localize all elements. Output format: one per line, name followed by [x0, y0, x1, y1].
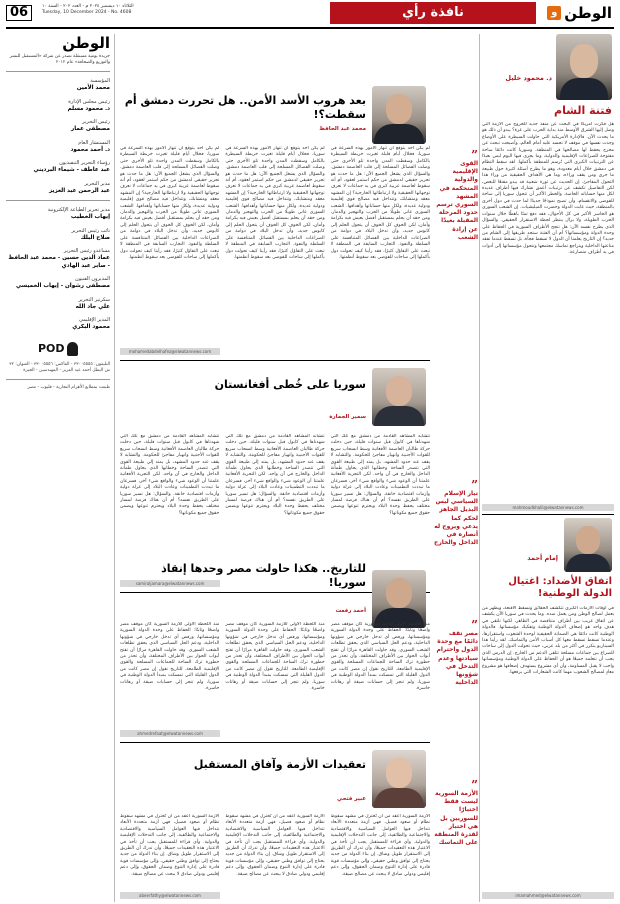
article-title: تعقيدات الأزمة وآفاق المستقبل — [193, 758, 366, 771]
author-email[interactable]: samiraljamara@elwatannews.com — [120, 580, 220, 587]
author-photo — [372, 570, 426, 628]
author-suit — [374, 406, 424, 426]
pull-quote-column — [434, 80, 478, 902]
contact-info: التليفون: ٣٣٠٠٥٥٥٥ - الفاكس: ٣٣٠٠٥٥٥٦ - العنوان: ٣٢ ش البطل أحمد عبد العزيز - المهندسين - الجيزة — [9, 361, 110, 373]
masthead-column — [6, 34, 110, 902]
author-email[interactable]: abeerfathy@elwatannews.com — [120, 892, 220, 899]
masthead-brand: الوطن — [62, 34, 110, 52]
article-body-columns — [120, 146, 430, 344]
column-divider-right — [479, 34, 480, 902]
masthead-role: رئيس مجلس الإدارة — [68, 98, 110, 105]
masthead-role: نائب رئيس التحرير — [71, 227, 110, 234]
logo-mark-icon: و — [547, 6, 561, 20]
masthead-divider — [6, 200, 110, 201]
masthead-person: مصطفى رشوان - إيهاب الخميسي — [15, 283, 110, 289]
pod-logo-text: POD — [38, 342, 65, 355]
author-name: سمير الجمارة — [329, 414, 366, 420]
pull-quote-text: القوى الإقليمية والدولية المتحكمة في المشهد السوري ترسم حدود المرحلة المقبلة بعيدًا عن إرادة الشعب — [436, 160, 478, 241]
article-body: منذ اللحظة الأولى للأزمة السورية كان موقف مصر واضحًا وثابتًا: الحفاظ على وحدة الدولة السورية ومؤسساتها، ورفض أي تدخل خارجي في شؤونها الداخلية، ودعم الحل السياسي الذي يحقق تطلعات الشعب السوري. وقد حاولت القاهرة مرارًا أن تفتح أبواب الحوار بين الأطراف المختلفة، وأن تحذر من خطورة ترك الساحة للجماعات المسلحة والقوى الإقليمية الطامعة. للتاريخ نقول إن مصر كانت من الدول القليلة التي تمسكت بمبدأ الدولة الوطنية في سوريا، ولم تنجر إلى حسابات ضيقة أو رهانات خاسرة. — [120, 622, 220, 692]
article-body: لم يكن أحد يتوقع أن تنهار الأمور بهذه السرعة في سوريا، فخلال أيام قليلة تغيرت خريطة السيطرة بالكامل وسقطت المدن واحدة تلو الأخرى حتى وصلت الفصائل المسلحة إلى قلب العاصمة دمشق. والسؤال الذي يشغل الجميع الآن: هل ما حدث هو تحرير حقيقي لدمشق من حكم استمر لعقود، أم أنه سقوط لعاصمة عربية كبرى في يد جماعات لا نعرف توجهاتها الحقيقية ولا ارتباطاتها الخارجية؟ إن المشهد معقد ومتشابك، وتتداخل فيه مصالح قوى إقليمية ودولية عديدة، ولكل منها حساباتها وأهدافها. الشعب السوري عانى طويلًا من الحرب والتهجير والدمار، ومن حقه أن يحلم بمستقبل أفضل يعيش فيه بكرامة وأمان، لكن الخوف كل الخوف أن يتحول الحلم إلى كابوس جديد، وأن تدخل البلاد في دوامة من الصراعات الداخلية بين الفصائل المتنافسة على السلطة والنفوذ. التجارب السابقة في المنطقة لا تبعث على التفاؤل كثيرًا، فقد رأينا كيف تحولت دول بأكملها إلى ساحات للفوضى بعد سقوط أنظمتها. — [330, 146, 430, 260]
author-suit — [374, 124, 424, 144]
article-body: منذ اللحظة الأولى للأزمة السورية كان موقف مصر واضحًا وثابتًا: الحفاظ على وحدة الدولة السورية ومؤسساتها، ورفض أي تدخل خارجي في شؤونها الداخلية، ودعم الحل السياسي الذي يحقق تطلعات الشعب السوري. وقد حاولت القاهرة مرارًا أن تفتح أبواب الحوار بين الأطراف المختلفة، وأن تحذر من خطورة ترك الساحة للجماعات المسلحة والقوى الإقليمية الطامعة. للتاريخ نقول إن مصر كانت من الدول القليلة التي تمسكت بمبدأ الدولة الوطنية في سوريا، ولم تنجر إلى حسابات ضيقة أو رهانات خاسرة. — [330, 622, 430, 692]
article-body: تتشابه المشاهد القادمة من دمشق مع تلك التي شهدناها في كابول قبل سنوات قليلة، حين دخلت حركة طالبان العاصمة الأفغانية وسط انسحاب سريع للقوات الأجنبية وانهيار مفاجئ للحكومة. والتشابه لا يقف عند حدود المشهد، بل يمتد إلى طبيعة القوى التي تتصدر الساحة وخطابها الذي يحاول طمأنة الداخل والخارج في آن واحد. لكن التجربة الأفغانية علمتنا أن الوعود شيء والواقع شيء آخر، فسرعان ما تبددت التطمينات وعادت البلاد إلى عزلة دولية وأزمات اقتصادية خانقة. والسؤال: هل تسير سوريا على الطريق نفسه؟ أم أن هناك فرصة لمسار مختلف يحفظ وحدة البلاد ويحترم تنوعها ويضمن حقوق جميع مكوناتها؟ — [120, 434, 220, 516]
author-photo — [372, 86, 426, 144]
masthead-role: رئيس التحرير — [82, 119, 110, 125]
article-title: للتاريخ.. هكذا حاولت مصر وحدها إنقاذ سوريا! — [161, 562, 366, 589]
author-photo — [372, 368, 426, 426]
author-suit — [560, 78, 608, 100]
right-column — [482, 34, 614, 902]
masthead-description: جريدة يومية مستقلة تصدر عن شركة «المستقبل للنشر والتوزيع والصحافة» عام ٢٠١٢ — [9, 54, 110, 65]
newspaper-logo — [547, 3, 612, 23]
dateline — [42, 4, 182, 16]
author-name: د. محمود خليل — [505, 74, 552, 82]
masthead-role: رؤساء التحرير التنفيذيون — [59, 160, 110, 166]
pod-logo — [38, 340, 78, 358]
masthead-person: عماد الدين حسين - محمد عبد الحافظ - صابر عبد الهادي — [8, 255, 110, 269]
author-face — [386, 758, 412, 788]
masthead-role: مدير تحرير الطباعة الإلكترونية — [47, 207, 110, 213]
quote-mark-icon: ” — [471, 618, 478, 632]
masthead-person: د. محمود مسلم — [67, 105, 110, 112]
masthead-role: المؤسسة — [90, 78, 110, 84]
masthead-role: سكرتير التحرير — [78, 296, 110, 303]
article-divider — [120, 742, 430, 743]
article-body: الأزمة السورية أعقد من أن تُختزل في مشهد سقوط نظام أو صعود فصيل، فهي أزمة متعددة الأبعاد تتداخل فيها العوامل السياسية والاقتصادية والاجتماعية والطائفية، إلى جانب التدخلات الإقليمية والدولية. وأي قراءة للمستقبل يجب أن تأخذ في الاعتبار هذه التعقيدات جميعًا، وأن تدرك أن الطريق إلى الاستقرار طويل وشاق. إن بناء الدولة من جديد يحتاج إلى توافق وطني حقيقي، وإلى مؤسسات قوية قادرة على إدارة التنوع وضمان الحقوق، وإلى دعم إقليمي ودولي صادق لا يبحث عن مصالح ضيقة. — [225, 814, 325, 877]
article-body: في أوقات الأزمات الكبرى تتكشف الحقائق وتسقط الأقنعة، ويظهر من يعمل لصالح الوطن ومن يعمل ضده. وما يحدث في سوريا الآن يكشف عن اتفاق غريب بين أطراف متناقضة في الظاهر، لكنها تلتقي في هدف واحد هو إضعاف الدولة الوطنية وتفكيك مؤسساتها. فالدولة الوطنية كانت دائمًا هي الضمانة الحقيقية لوحدة الشعوب واستقرارها، وعندما تسقط تسقط معها كل أسباب الأمن والتماسك. لقد رأينا هذا السيناريو يتكرر في أكثر من بلد عربي، حيث تحولت الدول إلى ساحات للصراع بين جماعات مسلحة تتلقى الدعم من الخارج. إن الدرس الذي يجب أن نتعلمه جميعًا هو أن الحفاظ على الدولة الوطنية ومؤسساتها واجب لا يقبل المساومة، وأن أي مشروع يستهدف إضعافها هو مشروع معادٍ لمصالح الشعوب مهما كانت الشعارات التي يرفعها. — [482, 606, 614, 676]
date-arabic: الثلاثاء ١٠ ديسمبر ٢٠٢٤ م - العدد ٢٠٢ - السنة ١٠ — [42, 4, 134, 9]
masthead-role: مساعدو رئيس التحرير — [63, 248, 110, 254]
masthead-person: عبد الرحمن عبد العزيز — [48, 187, 110, 194]
masthead-person: د. أحمد محمود — [70, 146, 110, 153]
pull-quote-text: الأزمة السورية ليست فقط اختبارًا للسوريين بل هي اختبار لقدرة المنطقة على التماسك — [434, 790, 478, 847]
article-divider — [120, 360, 430, 361]
article-divider — [482, 514, 614, 515]
article-body: الأزمة السورية أعقد من أن تُختزل في مشهد سقوط نظام أو صعود فصيل، فهي أزمة متعددة الأبعاد تتداخل فيها العوامل السياسية والاقتصادية والاجتماعية والطائفية، إلى جانب التدخلات الإقليمية والدولية. وأي قراءة للمستقبل يجب أن تأخذ في الاعتبار هذه التعقيدات جميعًا، وأن تدرك أن الطريق إلى الاستقرار طويل وشاق. إن بناء الدولة من جديد يحتاج إلى توافق وطني حقيقي، وإلى مؤسسات قوية قادرة على إدارة التنوع وضمان الحقوق، وإلى دعم إقليمي ودولي صادق لا يبحث عن مصالح ضيقة. — [330, 814, 430, 877]
author-email[interactable]: imamahmed@elwatannews.com — [482, 892, 614, 899]
pull-quote — [434, 480, 478, 547]
author-face — [570, 44, 598, 78]
author-name: أحمد رفعت — [335, 608, 366, 614]
masthead-person: عبد عاطف - شيماء البرديني — [33, 167, 110, 173]
article-title: بعد هروب الأسد الأمن.. هل تحررت دمشق أم سقطت؟! — [124, 94, 366, 121]
masthead-divider — [6, 71, 110, 72]
print-info: طبعت بمطابع الأهرام التجارية - قليوب - مصر — [27, 384, 110, 390]
author-email[interactable]: ahmedrefaat@elwatannews.com — [120, 730, 220, 737]
masthead-person: علي جاد الله — [75, 303, 110, 310]
pull-quote — [434, 620, 478, 687]
quote-mark-icon: ” — [471, 148, 478, 162]
author-name: إمام أحمد — [527, 554, 558, 562]
logo-text: الوطن — [564, 4, 612, 22]
quote-mark-icon: ” — [471, 778, 478, 792]
pull-quote-text: تيار الإسلام السياسي ليس البديل الجاهز لحكم كما يدعي ويروج له أنصاره في الداخل والخارج — [434, 490, 478, 547]
article-body: تتشابه المشاهد القادمة من دمشق مع تلك التي شهدناها في كابول قبل سنوات قليلة، حين دخلت حركة طالبان العاصمة الأفغانية وسط انسحاب سريع للقوات الأجنبية وانهيار مفاجئ للحكومة. والتشابه لا يقف عند حدود المشهد، بل يمتد إلى طبيعة القوى التي تتصدر الساحة وخطابها الذي يحاول طمأنة الداخل والخارج في آن واحد. لكن التجربة الأفغانية علمتنا أن الوعود شيء والواقع شيء آخر، فسرعان ما تبددت التطمينات وعادت البلاد إلى عزلة دولية وأزمات اقتصادية خانقة. والسؤال: هل تسير سوريا على الطريق نفسه؟ أم أن هناك فرصة لمسار مختلف يحفظ وحدة البلاد ويحترم تنوعها ويضمن حقوق جميع مكوناتها؟ — [330, 434, 430, 516]
pull-quote — [434, 780, 478, 847]
pull-quote — [434, 150, 478, 242]
center-column — [120, 34, 430, 902]
article-title: فتنة الشام — [554, 104, 612, 117]
author-face — [386, 376, 412, 406]
article-title: اتفاق الأضداد: اغتيال الدولة الوطنية! — [508, 576, 612, 599]
author-photo — [564, 518, 612, 572]
author-name: محمد عبد الحافظ — [319, 126, 366, 132]
masthead-person: محمد الأمين — [76, 85, 110, 91]
article-body: هل فكرت أمريكا في البحث عن منفذ جديد للخروج من الأزمة التي وصل إليها الشرق الأوسط منذ بداية الحرب على غزة؟ يبدو أن ذلك هو ما يحدث الآن. فالإدارة الأمريكية التي حاولت السيطرة على الأوضاع وجدت نفسها في موقف لا تحسد عليه أمام العالم، وأصبحت تبحث عن مخرج يحفظ لها مصالحها في المنطقة. وسوريا كانت دائمًا ساحة مفتوحة للصراعات الإقليمية والدولية، وما يجري فيها اليوم ليس بعيدًا عن الترتيبات الكبرى التي تُرسم للمنطقة بأكملها. لقد سقط النظام في دمشق خلال أيام معدودة، وهو ما يطرح أسئلة كثيرة حول طبيعة ما جرى ومن يقف وراءه، وما هي الأهداف الحقيقية من وراء هذا التحول المفاجئ. إن الحديث عن ثورة شعبية قد يبدو مقنعًا للبعض، لكن التفاصيل تكشف عن ترتيبات أعمق تشارك فيها أطراف عديدة لكل منها حساباته الخاصة. والخطر الأكبر أن تتحول سوريا إلى ساحة للفوضى والانقسام، وأن تصبح نموذجًا جديدًا لما حدث في دول أخرى بالمنطقة، حيث غابت الدولة وحضرت الميليشيات. إن الشعب السوري هو الخاسر الأكبر في كل الأحوال، فقد دفع ثمنًا باهظًا خلال سنوات الحرب الطويلة، ولا يزال ينتظر لحظة الاستقرار الحقيقي. والسؤال الذي يطرح نفسه الآن: هل تنجح الأطراف السورية في الحفاظ على وحدة الدولة ومؤسساتها؟ أم أن الفتنة ستجد طريقها إلى الشام من جديد؟ إن التاريخ يعلمنا أن الدول لا تسقط فجأة، بل تسقط عندما تفقد مناعتها الداخلية ويتراجع تماسك مجتمعها وتتحول مؤسساتها إلى أدوات في يد أطراف متصارعة. — [482, 122, 614, 256]
pull-quote-text: مصر تقف دائمًا مع وحدة الدول واحترام سيادتها وعدم التدخل في شؤونها الداخلية — [436, 630, 478, 687]
pod-logo-icon — [67, 342, 78, 356]
article-body: الأزمة السورية أعقد من أن تُختزل في مشهد سقوط نظام أو صعود فصيل، فهي أزمة متعددة الأبعاد تتداخل فيها العوامل السياسية والاقتصادية والاجتماعية والطائفية، إلى جانب التدخلات الإقليمية والدولية. وأي قراءة للمستقبل يجب أن تأخذ في الاعتبار هذه التعقيدات جميعًا، وأن تدرك أن الطريق إلى الاستقرار طويل وشاق. إن بناء الدولة من جديد يحتاج إلى توافق وطني حقيقي، وإلى مؤسسات قوية قادرة على إدارة التنوع وضمان الحقوق، وإلى دعم إقليمي ودولي صادق لا يبحث عن مصالح ضيقة. — [120, 814, 220, 877]
masthead-role: المدير الإقليمي — [78, 317, 110, 323]
header-divider — [6, 27, 614, 29]
page-header — [0, 0, 620, 26]
author-email[interactable]: mohamedabdelhafez@elwatannews.com — [120, 348, 220, 355]
author-photo — [372, 750, 426, 808]
article-title: سوريا على خُطى أفغانستان — [214, 378, 366, 391]
author-suit — [374, 788, 424, 808]
author-name: عبير فتحي — [337, 796, 366, 802]
article-body-columns — [120, 814, 430, 888]
author-face — [576, 526, 600, 554]
article-body: لم يكن أحد يتوقع أن تنهار الأمور بهذه السرعة في سوريا، فخلال أيام قليلة تغيرت خريطة السيطرة بالكامل وسقطت المدن واحدة تلو الأخرى حتى وصلت الفصائل المسلحة إلى قلب العاصمة دمشق. والسؤال الذي يشغل الجميع الآن: هل ما حدث هو تحرير حقيقي لدمشق من حكم استمر لعقود، أم أنه سقوط لعاصمة عربية كبرى في يد جماعات لا نعرف توجهاتها الحقيقية ولا ارتباطاتها الخارجية؟ إن المشهد معقد ومتشابك، وتتداخل فيه مصالح قوى إقليمية ودولية عديدة، ولكل منها حساباتها وأهدافها. الشعب السوري عانى طويلًا من الحرب والتهجير والدمار، ومن حقه أن يحلم بمستقبل أفضل يعيش فيه بكرامة وأمان، لكن الخوف كل الخوف أن يتحول الحلم إلى كابوس جديد، وأن تدخل البلاد في دوامة من الصراعات الداخلية بين الفصائل المتنافسة على السلطة والنفوذ. التجارب السابقة في المنطقة لا تبعث على التفاؤل كثيرًا، فقد رأينا كيف تحولت دول بأكملها إلى ساحات للفوضى بعد سقوط أنظمتها. — [225, 146, 325, 260]
masthead-role: مدير التحرير — [84, 180, 110, 187]
article-body-columns — [120, 622, 430, 726]
article-body-columns — [120, 434, 430, 576]
author-suit — [566, 554, 610, 572]
masthead-divider — [6, 379, 110, 380]
page-number: 06 — [6, 5, 32, 21]
date-english: Tuesday, 10 December 2024 - No. 4608 — [42, 10, 132, 15]
article-body: تتشابه المشاهد القادمة من دمشق مع تلك التي شهدناها في كابول قبل سنوات قليلة، حين دخلت حركة طالبان العاصمة الأفغانية وسط انسحاب سريع للقوات الأجنبية وانهيار مفاجئ للحكومة. والتشابه لا يقف عند حدود المشهد، بل يمتد إلى طبيعة القوى التي تتصدر الساحة وخطابها الذي يحاول طمأنة الداخل والخارج في آن واحد. لكن التجربة الأفغانية علمتنا أن الوعود شيء والواقع شيء آخر، فسرعان ما تبددت التطمينات وعادت البلاد إلى عزلة دولية وأزمات اقتصادية خانقة. والسؤال: هل تسير سوريا على الطريق نفسه؟ أم أن هناك فرصة لمسار مختلف يحفظ وحدة البلاد ويحترم تنوعها ويضمن حقوق جميع مكوناتها؟ — [225, 434, 325, 516]
column-divider-left — [114, 34, 115, 902]
author-face — [386, 94, 412, 124]
masthead-person: مصطفى عمار — [71, 126, 110, 132]
masthead-role: المديرون الفنيون — [75, 276, 110, 282]
masthead-role: المستشار العام — [78, 139, 110, 146]
masthead-person: محمود البكري — [72, 324, 110, 330]
quote-mark-icon: ” — [471, 478, 478, 492]
author-face — [386, 578, 412, 608]
article-body: منذ اللحظة الأولى للأزمة السورية كان موقف مصر واضحًا وثابتًا: الحفاظ على وحدة الدولة السورية ومؤسساتها، ورفض أي تدخل خارجي في شؤونها الداخلية، ودعم الحل السياسي الذي يحقق تطلعات الشعب السوري. وقد حاولت القاهرة مرارًا أن تفتح أبواب الحوار بين الأطراف المختلفة، وأن تحذر من خطورة ترك الساحة للجماعات المسلحة والقوى الإقليمية الطامعة. للتاريخ نقول إن مصر كانت من الدول القليلة التي تمسكت بمبدأ الدولة الوطنية في سوريا، ولم تنجر إلى حسابات ضيقة أو رهانات خاسرة. — [225, 622, 325, 692]
author-email[interactable]: mahmoudkhalil@elwatannews.com — [482, 504, 614, 511]
article-body: لم يكن أحد يتوقع أن تنهار الأمور بهذه السرعة في سوريا، فخلال أيام قليلة تغيرت خريطة السيطرة بالكامل وسقطت المدن واحدة تلو الأخرى حتى وصلت الفصائل المسلحة إلى قلب العاصمة دمشق. والسؤال الذي يشغل الجميع الآن: هل ما حدث هو تحرير حقيقي لدمشق من حكم استمر لعقود، أم أنه سقوط لعاصمة عربية كبرى في يد جماعات لا نعرف توجهاتها الحقيقية ولا ارتباطاتها الخارجية؟ إن المشهد معقد ومتشابك، وتتداخل فيه مصالح قوى إقليمية ودولية عديدة، ولكل منها حساباتها وأهدافها. الشعب السوري عانى طويلًا من الحرب والتهجير والدمار، ومن حقه أن يحلم بمستقبل أفضل يعيش فيه بكرامة وأمان، لكن الخوف كل الخوف أن يتحول الحلم إلى كابوس جديد، وأن تدخل البلاد في دوامة من الصراعات الداخلية بين الفصائل المتنافسة على السلطة والنفوذ. التجارب السابقة في المنطقة لا تبعث على التفاؤل كثيرًا، فقد رأينا كيف تحولت دول بأكملها إلى ساحات للفوضى بعد سقوط أنظمتها. — [120, 146, 220, 260]
section-banner: نافذة رأي — [330, 2, 536, 24]
masthead-person: صلاح البلك — [80, 234, 110, 241]
author-photo — [556, 34, 612, 100]
masthead-person: إيهاب الخطيب — [70, 214, 110, 220]
